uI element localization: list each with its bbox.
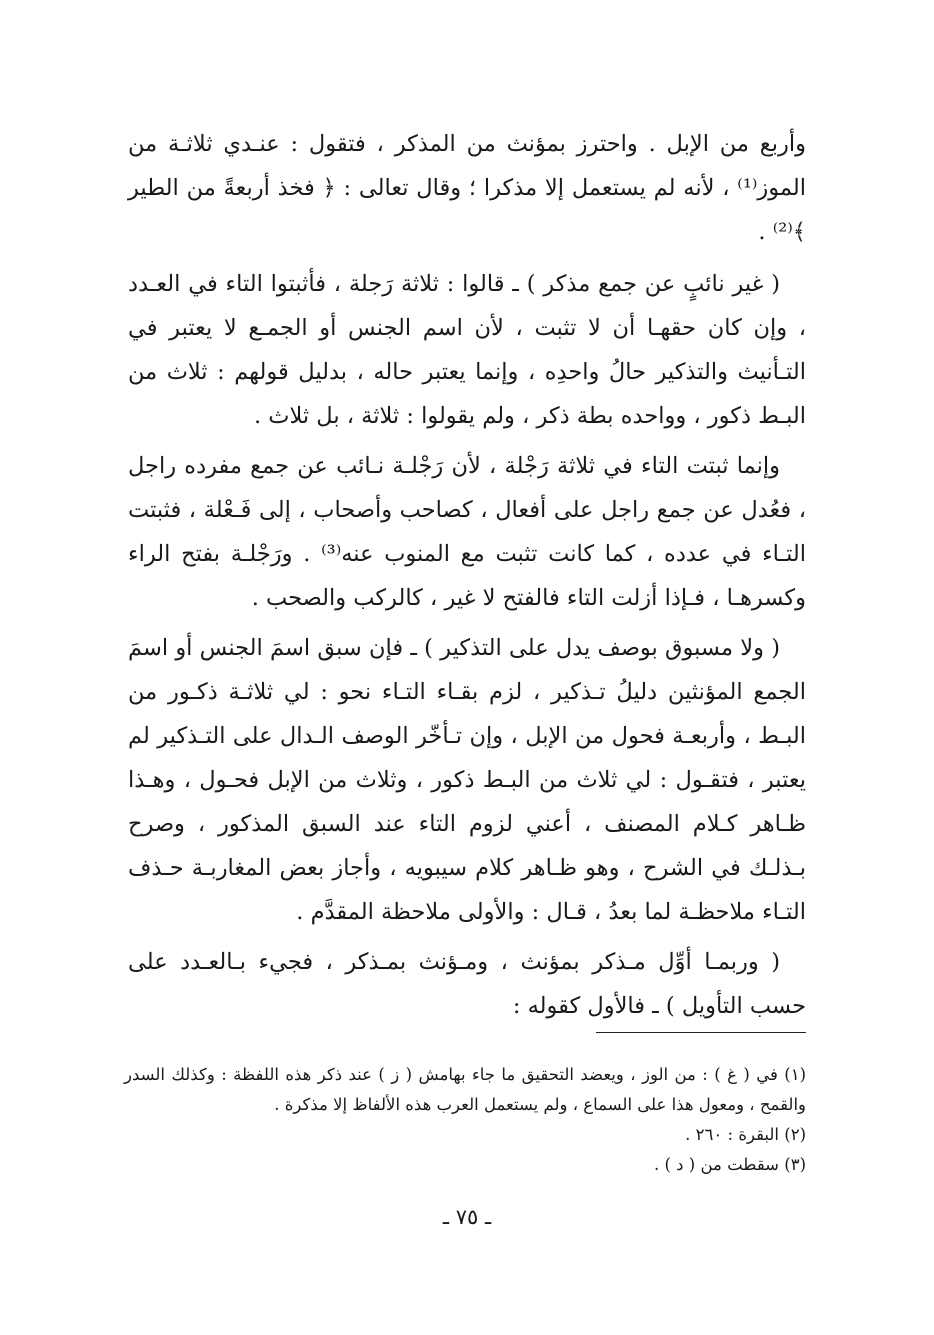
- paragraph-2: ( غير نائبٍ عن جمع مذكر ) ـ قالوا : ثلاثة رَجلة ، فأثبتوا التاء في العـدد ، وإن كان حقهـا أن لا تثبت ، لأن اسم الجنس أو الجمـع لا يعتبر في التـأنيث والتذكير حالُ واحدِه ، وإنما يعتبر حاله ، بدليل قولهم : ثلاث من البـط ذكور ، وواحده بطة ذكر ، ولم يقولوا : ثلاثة ، بل ثلاث .: [128, 271, 806, 429]
- footnote-3: (٣) سقطت من ( د ) .: [654, 1155, 806, 1174]
- paragraph-1: وأربع من الإبل . واحترز بمؤنث من المذكر ، فتقول : عنـدي ثلاثـة من الموز⁽¹⁾ ، لأنه لم يستعمل إلا مذكرا ؛ وقال تعالى : ﴿ فخذ أربعةً من الطير ﴾⁽²⁾ .: [128, 131, 806, 245]
- main-text: [128, 122, 806, 1034]
- paragraph-5: ( وربمـا أوِّل مـذكر بمؤنث ، ومـؤنث بمـذكر ، فجيء بـالعـدد على حسب التأويل ) ـ فالأول كقوله :: [128, 949, 806, 1019]
- footnote-2: (٢) البقرة : ٢٦٠ .: [685, 1125, 806, 1144]
- footnote-1: (١) في ( غ ) : من الوز ، ويعضد التحقيق ما جاء بهامش ( ز ) عند ذكر هذه اللفظة : وكذلك السدر والقمح ، ومعول هذا على السماع ، ولم يستعمل العرب هذه الألفاظ إلا مذكرة .: [124, 1065, 806, 1114]
- page-number: ـ ٧٥ ـ: [442, 1205, 492, 1229]
- paragraph-4: ( ولا مسبوق بوصف يدل على التذكير ) ـ فإن سبق اسمَ الجنس أو اسمَ الجمع المؤنثين دليلُ تـذكير ، لزم بقـاء التـاء نحو : لي ثلاثـة ذكـور من البـط ، وأربعـة فحول من الإبل ، وإن تـأخّر الوصف الـدال على التـذكير لم يعتبر ، فتقـول : لي ثلاث من البـط ذكور ، وثلاث من الإبل فحـول ، وهـذا ظـاهر كـلام المصنف ، أعني لزوم التاء عند السبق المذكور ، وصرح بـذلـك في الشرح ، وهو ظـاهر كلام سيبويه ، وأجاز بعض المغاربـة حـذف التـاء ملاحظـة لما بعدُ ، قـال : والأولى ملاحظة المقدَّم .: [128, 635, 806, 925]
- footnotes: [124, 1060, 806, 1180]
- footnote-separator: [596, 1032, 806, 1033]
- paragraph-3: وإنما ثبتت التاء في ثلاثة رَجْلة ، لأن رَجْلـة نـائب عن جمع مفرده راجل ، فعُدل عن جمع راجل على أفعال ، كصاحب وأصحاب ، إلى فَـعْلة ، فثبتت التـاء في عدده ، كما كانت تثبت مع المنوب عنه⁽³⁾ . ورَجْلـة بفتح الراء وكسرهـا ، فـإذا أزلت التاء فالفتح لا غير ، كالركب والصحب .: [128, 453, 806, 611]
